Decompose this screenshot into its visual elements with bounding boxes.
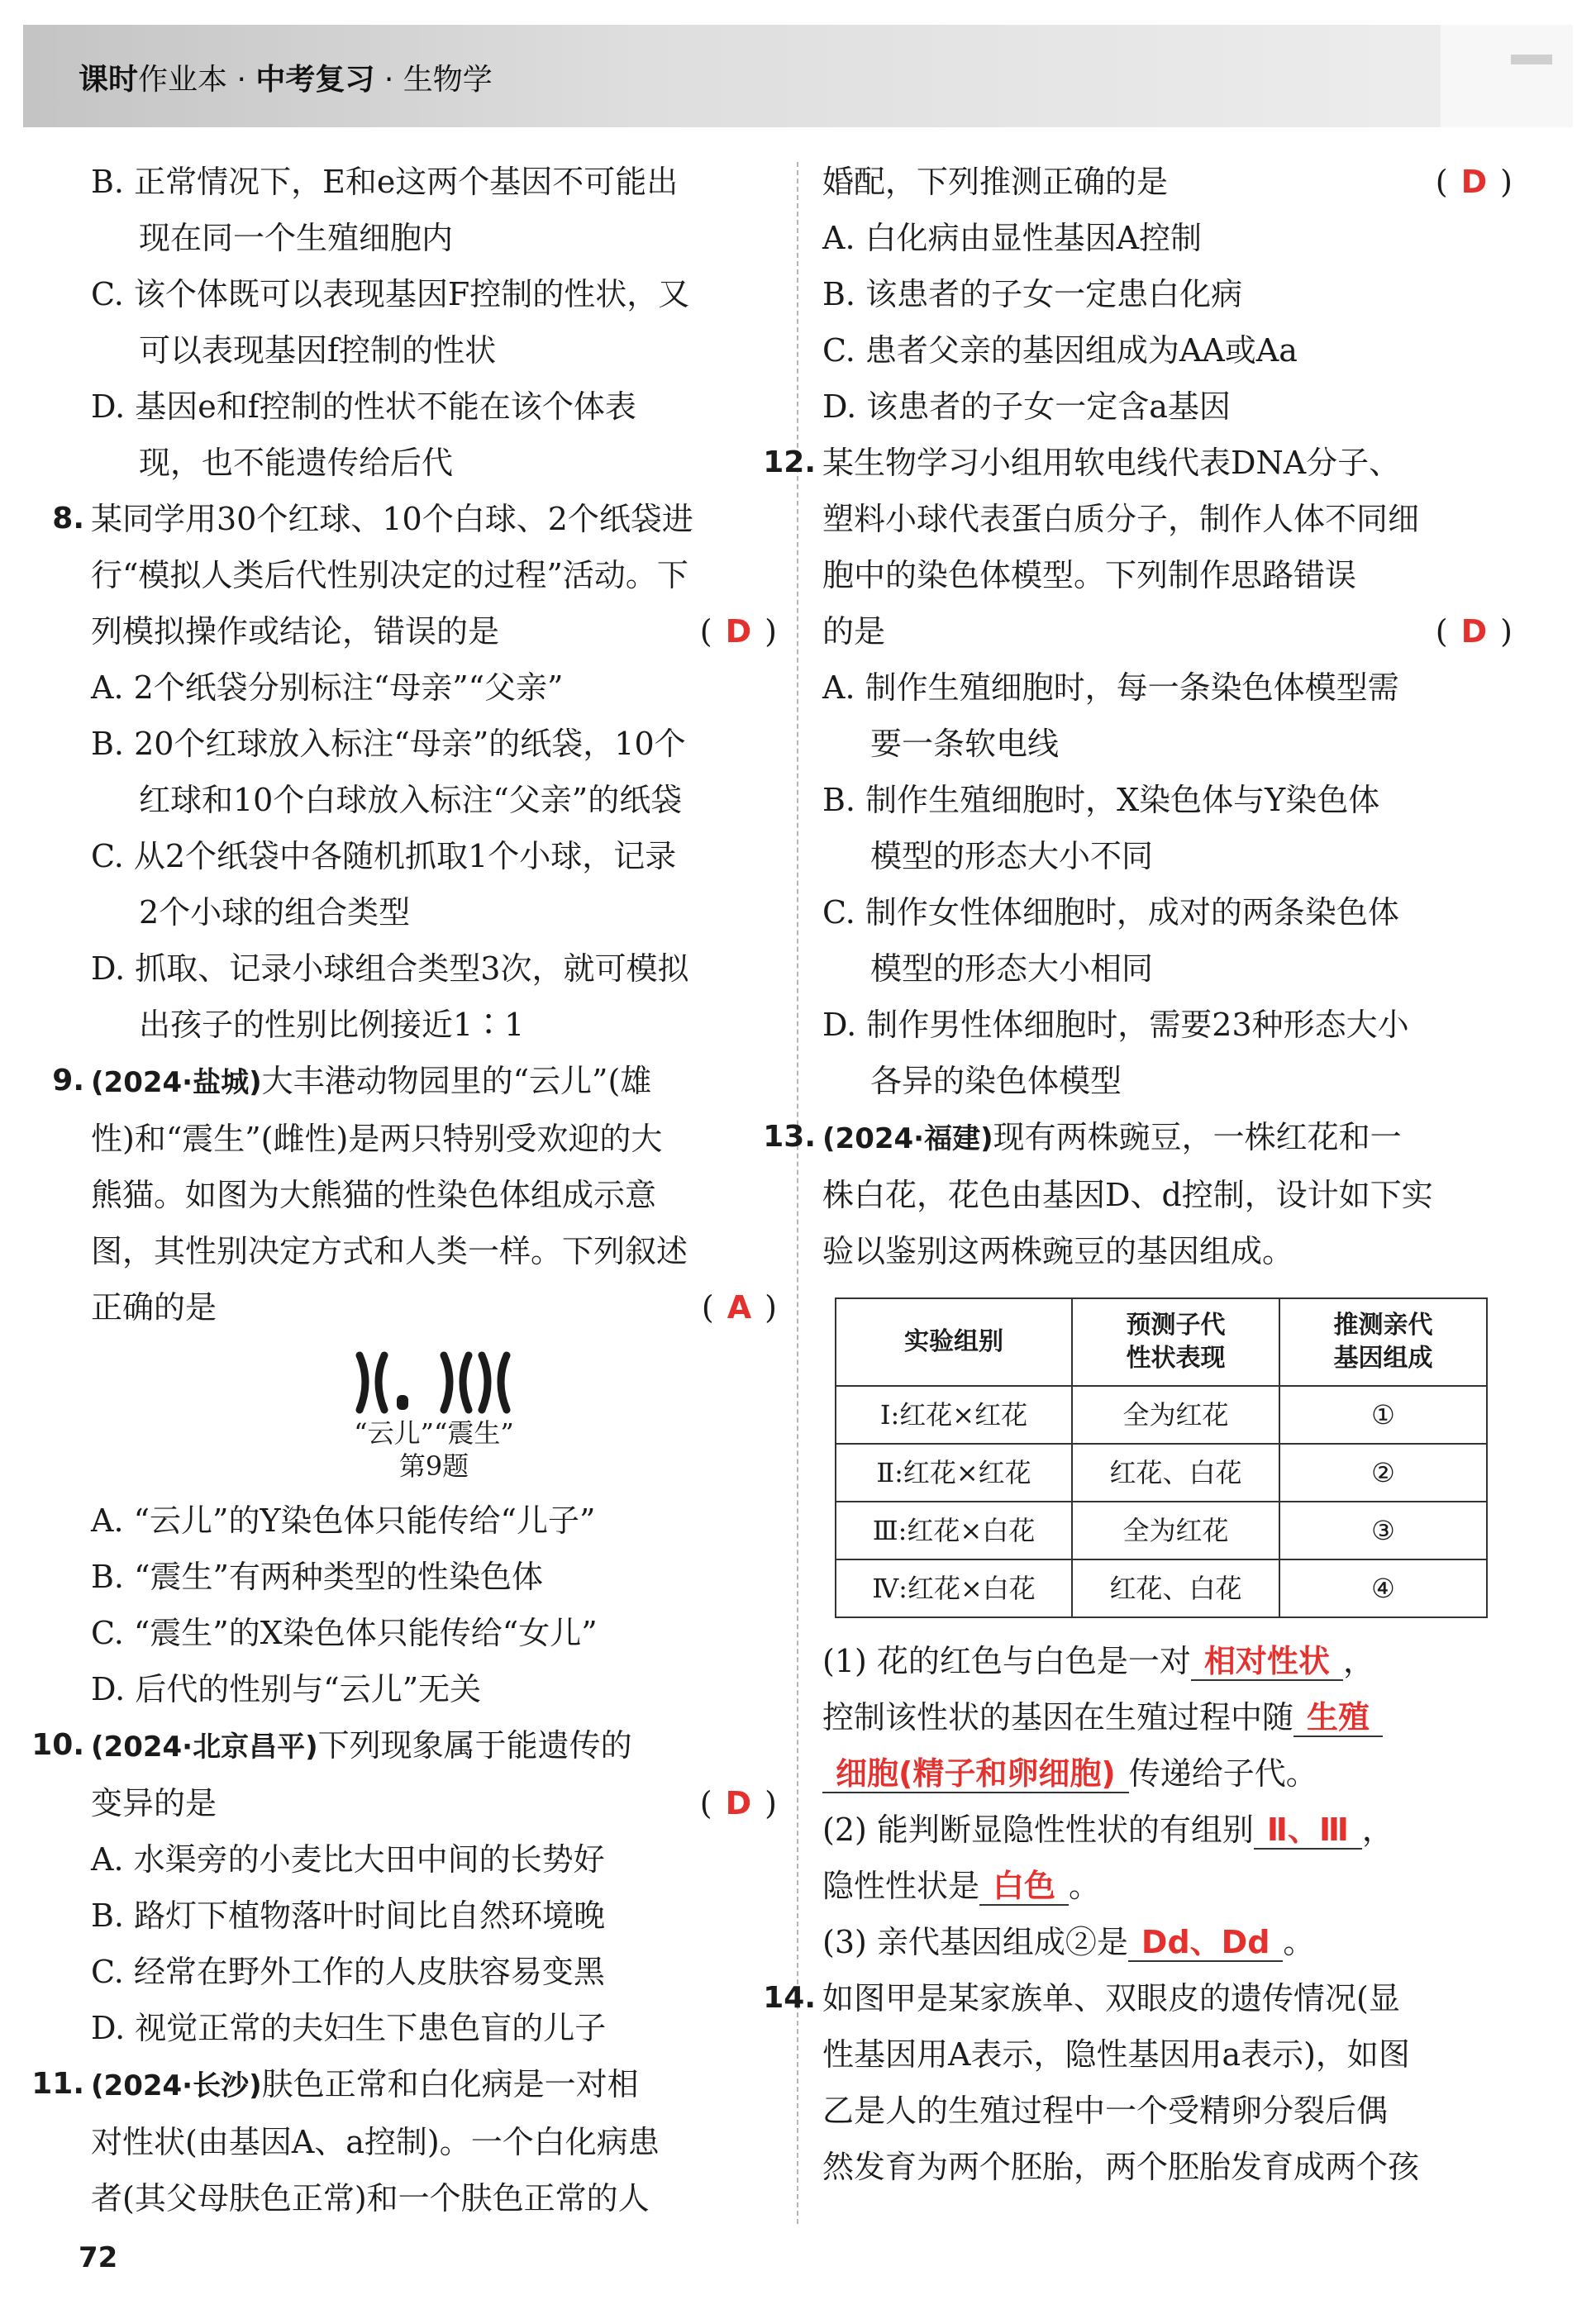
q13-number: 13. bbox=[763, 1120, 816, 1154]
q11-option-b: B. 该患者的子女一定患白化病 bbox=[822, 276, 1243, 312]
q9-stem-line: 性)和“震生”(雌性)是两只特别受欢迎的大 bbox=[91, 1121, 663, 1157]
q10-option-c: C. 经常在野外工作的人皮肤容易变黑 bbox=[91, 1954, 605, 1990]
q9-stem-line: 正确的是 ( A ) bbox=[91, 1279, 777, 1336]
question-11-continued bbox=[822, 154, 1513, 435]
q8-answer: ( D ) bbox=[699, 613, 777, 650]
chromosome-x-zhensheng-2 bbox=[482, 1355, 507, 1410]
table-cell: 全为红花 bbox=[1072, 1502, 1279, 1559]
q13-part-3: (3) 亲代基因组成②是 Dd、Dd 。 bbox=[822, 1924, 1315, 1960]
question-8 bbox=[52, 491, 777, 1053]
q13-stem-line: 株白花，花色由基因D、d控制，设计如下实 bbox=[822, 1177, 1433, 1213]
q9-option-b: B. “震生”有两种类型的性染色体 bbox=[91, 1559, 543, 1595]
q10-source: (2024·北京昌平) bbox=[91, 1731, 318, 1764]
q12-number: 12. bbox=[763, 445, 816, 479]
q14-stem-line: 乙是人的生殖过程中一个受精卵分裂后偶 bbox=[822, 2093, 1389, 2129]
table-row bbox=[836, 1444, 1487, 1502]
table-cell: 全为红花 bbox=[1072, 1386, 1279, 1444]
q14-stem-line: 性基因用A表示，隐性基因用a表示)，如图 bbox=[822, 2036, 1410, 2073]
q9-number: 9. bbox=[52, 1064, 84, 1097]
q9-stem-line: (2024·盐城)大丰港动物园里的“云儿”(雄 bbox=[91, 1063, 652, 1099]
q12-option-c: C. 制作女性体细胞时，成对的两条染色体 模型的形态大小相同 bbox=[822, 894, 1399, 987]
answer-blank: 相对性状 bbox=[1191, 1643, 1343, 1681]
q12-option-d: D. 制作男性体细胞时，需要23种形态大小 各异的染色体模型 bbox=[822, 1007, 1409, 1099]
question-7-continued bbox=[91, 154, 777, 491]
q9-option-c: C. “震生”的X染色体只能传给“女儿” bbox=[91, 1615, 598, 1651]
answer-blank: 白色 bbox=[979, 1868, 1069, 1906]
book-name: 中考复习 bbox=[255, 63, 375, 97]
q8-option-a: A. 2个纸袋分别标注“母亲”“父亲” bbox=[91, 669, 564, 706]
q11-stem-line: 对性状(由基因A、a控制)。一个白化病患 bbox=[91, 2124, 660, 2160]
answer-blank: Dd、Dd bbox=[1128, 1924, 1284, 1962]
q9-source: (2024·盐城) bbox=[91, 1066, 262, 1099]
q11-option-a: A. 白化病由显性基因A控制 bbox=[822, 220, 1203, 256]
q13-source: (2024·福建) bbox=[822, 1122, 993, 1155]
q11-stem-line: 者(其父母肤色正常)和一个肤色正常的人 bbox=[91, 2180, 650, 2216]
table-cell: ③ bbox=[1279, 1502, 1487, 1559]
q11-number: 11. bbox=[31, 2067, 84, 2101]
answer-blank: 细胞(精子和卵细胞) bbox=[822, 1755, 1129, 1793]
book-series-tail: 作业本 · bbox=[138, 63, 256, 97]
q12-answer: ( D ) bbox=[1435, 613, 1513, 650]
q8-number: 8. bbox=[52, 502, 84, 536]
q9-option-d: D. 后代的性别与“云儿”无关 bbox=[91, 1671, 482, 1707]
book-title bbox=[79, 56, 493, 98]
book-series: 课时 bbox=[79, 63, 139, 97]
q10-answer: ( D ) bbox=[699, 1785, 777, 1821]
q7-option-c: C. 该个体既可以表现基因F控制的性状，又 可以表现基因f控制的性状 bbox=[91, 276, 690, 369]
q8-stem-line: 列模拟操作或结论，错误的是 ( D ) bbox=[91, 603, 777, 659]
q7-option-d: D. 基因e和f控制的性状不能在该个体表 现，也不能遗传给后代 bbox=[91, 388, 636, 481]
q12-stem-line: 某生物学习小组用软电线代表DNA分子、 bbox=[822, 445, 1401, 481]
question-14 bbox=[763, 1970, 1513, 2195]
left-column bbox=[31, 154, 777, 2226]
q10-number: 10. bbox=[31, 1728, 84, 1762]
q11-stem-line: 婚配，下列推测正确的是 ( D ) bbox=[822, 154, 1513, 210]
q11-answer: ( D ) bbox=[1435, 164, 1513, 200]
question-9 bbox=[52, 1053, 777, 1717]
question-13 bbox=[763, 1109, 1513, 1970]
chromosome-y-yuner bbox=[397, 1395, 408, 1410]
q8-stem-line: 某同学用30个红球、10个白球、2个纸袋进 bbox=[91, 501, 693, 537]
corner-strip bbox=[1511, 55, 1552, 64]
answer-blank: Ⅱ、Ⅲ bbox=[1254, 1812, 1362, 1850]
table-cell: Ⅱ:红花×红花 bbox=[836, 1444, 1072, 1502]
q8-option-b: B. 20个红球放入标注“母亲”的纸袋，10个 红球和10个白球放入标注“父亲”的纸袋 bbox=[91, 726, 686, 818]
table-row bbox=[836, 1502, 1487, 1559]
q8-stem-line: 行“模拟人类后代性别决定的过程”活动。下 bbox=[91, 557, 688, 593]
q10-stem-line: (2024·北京昌平)下列现象属于能遗传的 bbox=[91, 1727, 632, 1764]
table-cell: Ⅳ:红花×白花 bbox=[836, 1559, 1072, 1617]
table-row bbox=[836, 1559, 1487, 1617]
question-12 bbox=[763, 435, 1513, 1109]
q10-option-d: D. 视觉正常的夫妇生下患色盲的儿子 bbox=[91, 2010, 607, 2046]
table-cell: 红花、白花 bbox=[1072, 1559, 1279, 1617]
q12-stem-line: 塑料小球代表蛋白质分子，制作人体不同细 bbox=[822, 501, 1420, 537]
q9-option-a: A. “云儿”的Y染色体只能传给“儿子” bbox=[91, 1502, 596, 1539]
q10-stem-line: 变异的是 ( D ) bbox=[91, 1775, 777, 1831]
q9-figure bbox=[91, 1350, 777, 1483]
q8-option-d: D. 抓取、记录小球组合类型3次，就可模拟 出孩子的性别比例接近1∶1 bbox=[91, 950, 689, 1043]
question-11 bbox=[31, 2056, 777, 2226]
figure-labels: “云儿”“震生” bbox=[354, 1417, 514, 1449]
q12-stem-line: 的是 ( D ) bbox=[822, 603, 1513, 659]
q7-option-b: B. 正常情况下，E和e这两个基因不可能出 现在同一个生殖细胞内 bbox=[91, 164, 679, 256]
book-subject: · 生物学 bbox=[374, 63, 493, 97]
q9-answer: ( A ) bbox=[701, 1289, 777, 1326]
experiment-table bbox=[835, 1297, 1488, 1618]
table-header: 预测子代 性状表现 bbox=[1072, 1298, 1279, 1386]
page-number: 72 bbox=[79, 2241, 118, 2274]
q12-stem-line: 胞中的染色体模型。下列制作思路错误 bbox=[822, 557, 1357, 593]
q10-option-a: A. 水渠旁的小麦比大田中间的长势好 bbox=[91, 1841, 605, 1878]
question-10 bbox=[31, 1717, 777, 2056]
q9-stem-line: 熊猫。如图为大熊猫的性染色体组成示意 bbox=[91, 1177, 657, 1213]
table-header: 实验组别 bbox=[836, 1298, 1072, 1386]
right-column bbox=[763, 154, 1513, 2195]
table-header: 推测亲代 基因组成 bbox=[1279, 1298, 1487, 1386]
chromosome-x-zhensheng-1 bbox=[444, 1355, 469, 1410]
table-cell: ① bbox=[1279, 1386, 1487, 1444]
q11-source: (2024·长沙) bbox=[91, 2069, 262, 2102]
q13-stem-line: (2024·福建)现有两株豌豆，一株红花和一 bbox=[822, 1119, 1402, 1155]
q11-stem-line: (2024·长沙)肤色正常和白化病是一对相 bbox=[91, 2066, 639, 2102]
q14-stem-line: 然发育为两个胚胎，两个胚胎发育成两个孩 bbox=[822, 2149, 1420, 2185]
table-cell: ② bbox=[1279, 1444, 1487, 1502]
header-corner-tab bbox=[1441, 25, 1573, 127]
table-cell: 红花、白花 bbox=[1072, 1444, 1279, 1502]
table-header-row bbox=[836, 1298, 1487, 1386]
q8-option-c: C. 从2个纸袋中各随机抓取1个小球，记录 2个小球的组合类型 bbox=[91, 838, 677, 931]
q12-option-b: B. 制作生殖细胞时，X染色体与Y染色体 模型的形态大小不同 bbox=[822, 782, 1380, 874]
table-cell: Ⅲ:红花×白花 bbox=[836, 1502, 1072, 1559]
table-cell: Ⅰ:红花×红花 bbox=[836, 1386, 1072, 1444]
sex-chromosome-figure bbox=[351, 1350, 517, 1415]
q13-part-1: (1) 花的红色与白色是一对 相对性状 ， 控制该性状的基因在生殖过程中随 生殖 细胞(精子和卵细胞) 传递给子代。 bbox=[822, 1633, 1513, 1802]
q14-stem-line: 如图甲是某家族单、双眼皮的遗传情况(显 bbox=[822, 1980, 1400, 2016]
answer-blank: 生殖 bbox=[1293, 1699, 1383, 1737]
chromosome-x-yuner bbox=[360, 1355, 384, 1410]
q14-number: 14. bbox=[763, 1981, 816, 2015]
table-cell: ④ bbox=[1279, 1559, 1487, 1617]
q13-part-2: (2) 能判断显隐性性状的有组别 Ⅱ、Ⅲ ， 隐性性状是 白色 。 bbox=[822, 1812, 1394, 1904]
q11-option-d: D. 该患者的子女一定含a基因 bbox=[822, 388, 1231, 425]
q9-stem-line: 图，其性别决定方式和人类一样。下列叙述 bbox=[91, 1233, 688, 1269]
q12-option-a: A. 制作生殖细胞时，每一条染色体模型需 要一条软电线 bbox=[822, 669, 1399, 762]
q10-option-b: B. 路灯下植物落叶时间比自然环境晚 bbox=[91, 1897, 606, 1934]
q13-stem-line: 验以鉴别这两株豌豆的基因组成。 bbox=[822, 1233, 1294, 1269]
figure-caption: 第9题 bbox=[398, 1450, 469, 1482]
q11-option-c: C. 患者父亲的基因组成为AA或Aa bbox=[822, 332, 1298, 369]
table-row bbox=[836, 1386, 1487, 1444]
